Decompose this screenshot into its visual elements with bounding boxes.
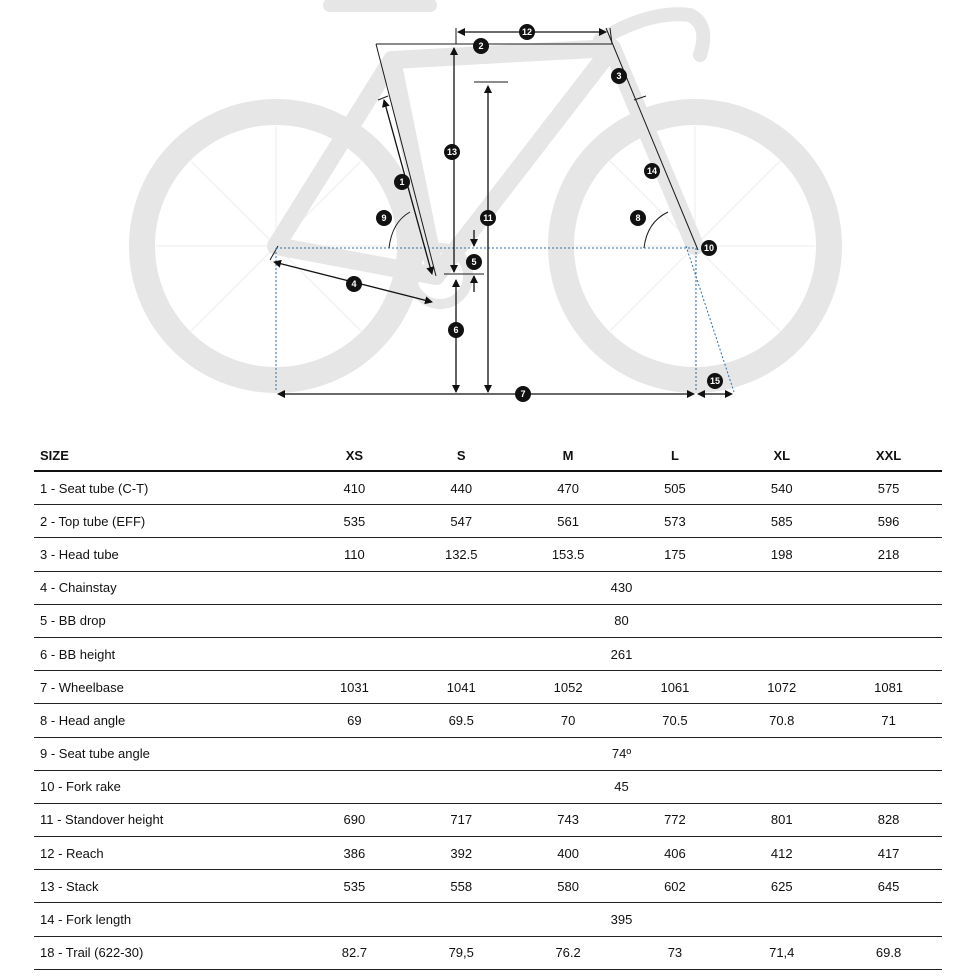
row-value-all-sizes: 430 [301,571,942,604]
row-value: 218 [835,538,942,571]
row-value: 535 [301,870,408,903]
row-value: 400 [515,837,622,870]
row-label: 18 - Trail (622-30) [34,936,301,969]
table-row [34,637,942,670]
row-value: 772 [622,803,729,836]
table-row [34,571,942,604]
bike-silhouette [142,5,829,380]
row-value: 573 [622,505,729,538]
row-value: 71 [835,704,942,737]
row-label: 10 - Fork rake [34,770,301,803]
svg-text:3: 3 [616,71,622,81]
row-value: 540 [728,471,835,505]
table-body [34,471,942,969]
row-value: 70 [515,704,622,737]
row-value: 440 [408,471,515,505]
row-label: 4 - Chainstay [34,571,301,604]
size-header: SIZE [34,440,301,471]
row-value: 386 [301,837,408,870]
row-value: 406 [622,837,729,870]
table-row [34,704,942,737]
row-value: 602 [622,870,729,903]
marker-13 [444,144,460,160]
row-label: 8 - Head angle [34,704,301,737]
svg-text:7: 7 [520,389,526,399]
row-value: 69 [301,704,408,737]
row-value: 1031 [301,671,408,704]
marker-3 [611,68,627,84]
row-value-all-sizes: 261 [301,637,942,670]
table-header-row [34,440,942,471]
row-label: 13 - Stack [34,870,301,903]
row-value: 82.7 [301,936,408,969]
row-value: 153.5 [515,538,622,571]
marker-11 [480,210,496,226]
row-value: 132.5 [408,538,515,571]
row-value: 558 [408,870,515,903]
svg-text:11: 11 [483,213,493,223]
svg-text:2: 2 [478,41,484,51]
row-value: 392 [408,837,515,870]
marker-9 [376,210,392,226]
row-value: 79,5 [408,936,515,969]
row-value: 73 [622,936,729,969]
row-label: 2 - Top tube (EFF) [34,505,301,538]
size-s-header: S [408,440,515,471]
row-label: 5 - BB drop [34,604,301,637]
row-value: 535 [301,505,408,538]
marker-7 [515,386,531,402]
row-value: 828 [835,803,942,836]
table-row [34,837,942,870]
svg-text:15: 15 [709,376,721,386]
row-value: 1061 [622,671,729,704]
row-value: 1081 [835,671,942,704]
row-value: 645 [835,870,942,903]
row-value: 547 [408,505,515,538]
row-value: 585 [728,505,835,538]
row-value: 561 [515,505,622,538]
head-angle-arc [644,212,668,248]
size-xxl-header: XXL [835,440,942,471]
table-row [34,770,942,803]
svg-text:14: 14 [646,166,658,176]
row-value: 801 [728,803,835,836]
svg-text:12: 12 [521,27,533,37]
row-value: 198 [728,538,835,571]
row-value: 470 [515,471,622,505]
row-value: 717 [408,803,515,836]
marker-1 [394,174,410,190]
table-row [34,604,942,637]
svg-text:5: 5 [471,257,477,267]
row-value: 410 [301,471,408,505]
row-label: 7 - Wheelbase [34,671,301,704]
row-value: 69.8 [835,936,942,969]
row-value: 1052 [515,671,622,704]
svg-text:13: 13 [446,147,458,157]
marker-10 [701,240,717,256]
size-xs-header: XS [301,440,408,471]
table-row [34,870,942,903]
size-m-header: M [515,440,622,471]
marker-8 [630,210,646,226]
svg-text:10: 10 [703,243,715,253]
marker-14 [644,163,660,179]
row-value-all-sizes: 74º [301,737,942,770]
row-label: 6 - BB height [34,637,301,670]
marker-6 [448,322,464,338]
row-value: 76.2 [515,936,622,969]
svg-text:4: 4 [351,279,357,289]
svg-text:8: 8 [635,213,641,223]
row-value: 69.5 [408,704,515,737]
table-row [34,936,942,969]
row-value: 412 [728,837,835,870]
marker-4 [346,276,362,292]
table-row [34,903,942,936]
svg-text:1: 1 [399,177,405,187]
size-xl-header: XL [728,440,835,471]
row-value: 70.5 [622,704,729,737]
bike-geometry-diagram [0,0,980,420]
row-value: 175 [622,538,729,571]
row-value: 743 [515,803,622,836]
row-value-all-sizes: 45 [301,770,942,803]
marker-15 [707,373,723,389]
row-label: 14 - Fork length [34,903,301,936]
table-row [34,471,942,505]
table-row [34,671,942,704]
size-l-header: L [622,440,729,471]
marker-2 [473,38,489,54]
table-row [34,538,942,571]
row-label: 11 - Standover height [34,803,301,836]
table-row [34,505,942,538]
svg-text:6: 6 [453,325,459,335]
row-value: 110 [301,538,408,571]
row-value: 505 [622,471,729,505]
row-value: 1072 [728,671,835,704]
row-value: 580 [515,870,622,903]
row-label: 3 - Head tube [34,538,301,571]
svg-text:9: 9 [381,213,387,223]
row-label: 9 - Seat tube angle [34,737,301,770]
table-row [34,737,942,770]
row-value: 575 [835,471,942,505]
geometry-table [34,440,942,970]
marker-12 [519,24,535,40]
row-value: 71,4 [728,936,835,969]
dimension-arrows [274,32,732,394]
table-row [34,803,942,836]
row-label: 1 - Seat tube (C-T) [34,471,301,505]
row-label: 12 - Reach [34,837,301,870]
marker-5 [466,254,482,270]
row-value: 417 [835,837,942,870]
row-value: 1041 [408,671,515,704]
row-value: 596 [835,505,942,538]
row-value: 625 [728,870,835,903]
row-value: 70.8 [728,704,835,737]
row-value-all-sizes: 80 [301,604,942,637]
row-value-all-sizes: 395 [301,903,942,936]
row-value: 690 [301,803,408,836]
